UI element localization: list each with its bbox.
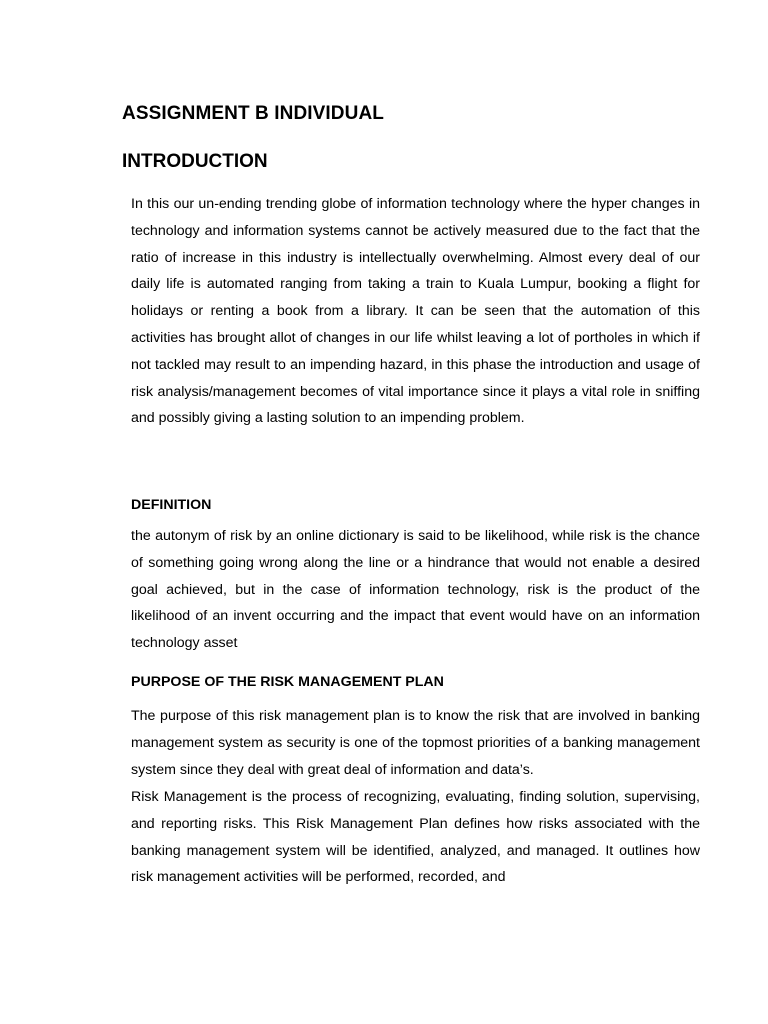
purpose-paragraph: The purpose of this risk management plan is to know the risk that are involved in banking management system as security is one of the topmost priorities of a banking management system since they deal with great deal of information and data’s. — [131, 708, 700, 778]
purpose-heading: PURPOSE OF THE RISK MANAGEMENT PLAN — [131, 674, 444, 690]
definition-heading: DEFINITION — [131, 497, 212, 513]
introduction-heading: INTRODUCTION — [122, 151, 268, 172]
introduction-paragraph: In this our un-ending trending globe of information technology where the hyper changes in technology and information systems cannot be actively measured due to the fact that the ratio of increase in this industry is intellectually overwhelming. Almost every deal of our daily life is automated ranging from taking a train to Kuala Lumpur, booking a flight for holidays or renting a book from a library. It can be seen that the automation of this activities has brought allot of changes in our life whilst leaving a lot of portholes in which if not tackled may result to an impending hazard, in this phase the introduction and usage of risk analysis/management becomes of vital importance since it plays a vital role in sniffing and possibly giving a lasting solution to an impending problem. — [131, 196, 700, 427]
risk-management-paragraph: Risk Management is the process of recognizing, evaluating, finding solution, supervising, and reporting risks. This Risk Management Plan defines how risks associated with the banking management system will be identified, analyzed, and managed. It outlines how risk management activities will be performed, recorded, and — [131, 789, 700, 886]
document-title: ASSIGNMENT B INDIVIDUAL — [122, 103, 384, 124]
definition-paragraph: the autonym of risk by an online dictionary is said to be likelihood, while risk is the chance of something going wrong along the line or a hindrance that would not enable a desired goal achieved, but in the case of information technology, risk is the product of the likelihood of an invent occurring and the impact that event would have on an information technology asset — [131, 528, 700, 652]
